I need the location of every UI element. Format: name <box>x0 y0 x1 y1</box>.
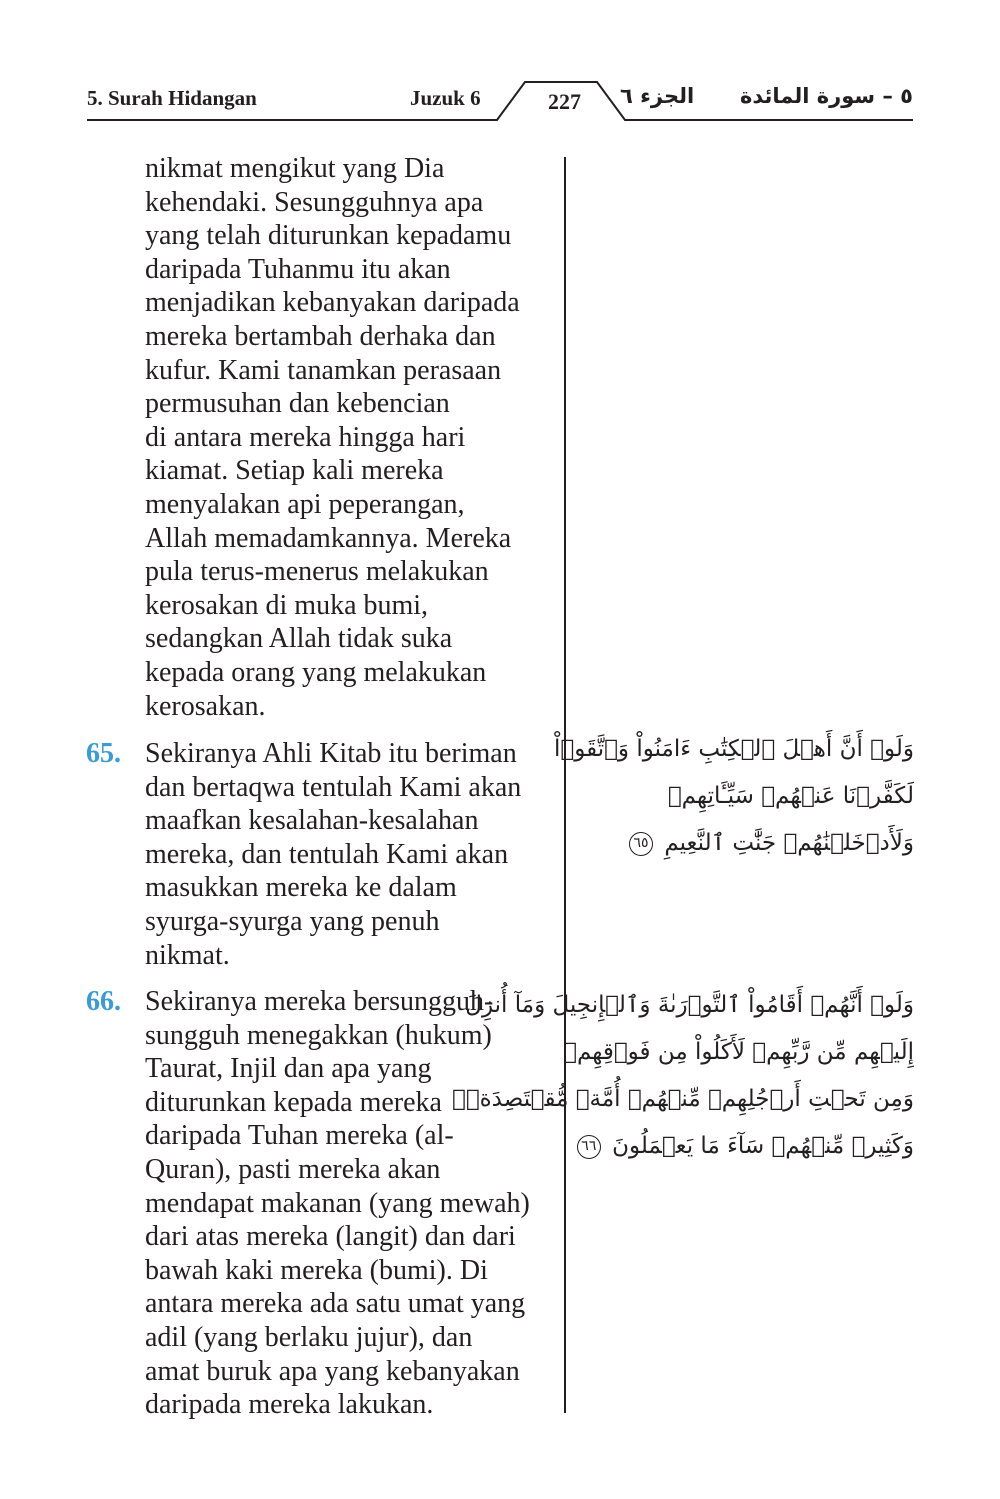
arabic-line-text: وَكَثِيرٞ مِّنۡهُمۡ سَآءَ مَا يَعۡمَلُونَ <box>612 1133 914 1159</box>
running-head-juzuk: Juzuk 6 <box>410 86 481 110</box>
arabic-line: وَلَوۡ أَنَّ أَهۡلَ ٱلۡكِتَٰبِ ءَامَنُواْ وَٱتَّقَوۡاْ <box>554 736 914 762</box>
verse-65-arabic <box>554 726 914 867</box>
verse-number-65: 65. <box>86 738 121 769</box>
text-line: menjadikan kebanyakan daripada <box>145 287 520 319</box>
continuation-text <box>145 152 565 723</box>
verse-66-translation <box>145 985 565 1422</box>
text-line: daripada mereka lakukan. <box>145 1389 434 1421</box>
text-line: mendapat makanan (yang mewah) <box>145 1187 530 1219</box>
text-line: Quran), pasti mereka akan <box>145 1153 441 1185</box>
text-line: pula terus-menerus melakukan <box>145 556 489 588</box>
text-line: antara mereka ada satu umat yang <box>145 1288 526 1320</box>
verse-66-text <box>145 985 565 1422</box>
text-line: maafkan kesalahan-kesalahan <box>145 805 479 837</box>
text-line: sungguh menegakkan (hukum) <box>145 1019 492 1051</box>
page-number: 227 <box>548 89 581 114</box>
text-line: menyalakan api peperangan, <box>145 488 465 520</box>
text-line: permusuhan dan kebencian <box>145 388 450 420</box>
text-line: yang telah diturunkan kepadamu <box>145 220 512 252</box>
text-line: Allah memadamkannya. Mereka <box>145 522 512 554</box>
text-line: kepada orang yang melakukan <box>145 656 487 688</box>
arabic-line <box>580 1123 914 1170</box>
header-rule <box>0 0 1000 130</box>
verse-65-translation <box>145 737 565 972</box>
text-line: diturunkan kepada mereka <box>145 1086 442 1118</box>
text-line: dan bertaqwa tentulah Kami akan <box>145 771 522 803</box>
text-line: kerosakan di muka bumi, <box>145 589 429 621</box>
text-line: syurga-syurga yang penuh <box>145 905 440 937</box>
arabic-line: وَمِن تَحۡتِ أَرۡجُلِهِمۚ مِّنۡهُمۡ أُمَّةٞ مُّقۡتَصِدَةٞۖ <box>452 1086 914 1112</box>
text-line: Sekiranya mereka bersungguh- <box>145 986 494 1017</box>
text-line: adil (yang berlaku jujur), dan <box>145 1321 473 1353</box>
arabic-line: إِلَيۡهِم مِّن رَّبِّهِمۡ لَأَكَلُواْ مِن فَوۡقِهِمۡ <box>563 1039 914 1065</box>
arabic-line: لَكَفَّرۡنَا عَنۡهُمۡ سَيِّـَٔاتِهِمۡ <box>667 783 914 809</box>
text-line: daripada Tuhan mereka (al- <box>145 1120 454 1152</box>
running-head-arabic-juz: الجزء ٦ <box>620 84 695 108</box>
text-line: kiamat. Setiap kali mereka <box>145 455 444 487</box>
text-line: Sekiranya Ahli Kitab itu beriman <box>145 738 517 769</box>
arabic-line-text: وَلَأَدۡخَلۡنَٰهُمۡ جَنَّٰتِ ٱلنَّعِيمِ <box>664 830 914 856</box>
text-line: mereka, dan tentulah Kami akan <box>145 838 509 870</box>
text-line: nikmat mengikut yang Dia <box>145 153 445 184</box>
arabic-line: وَلَوۡ أَنَّهُمۡ أَقَامُواْ ٱلتَّوۡرَىٰةَ وَٱلۡإِنجِيلَ وَمَآ أُنزِلَ <box>465 992 914 1018</box>
verse-number-66: 66. <box>86 986 121 1017</box>
verse-66-arabic <box>452 982 914 1170</box>
ayah-marker-65: ٦٥ <box>629 832 653 856</box>
arabic-line <box>580 820 914 867</box>
text-line: di antara mereka hingga hari <box>145 421 466 453</box>
text-line: kehendaki. Sesungguhnya apa <box>145 186 484 218</box>
text-line: sedangkan Allah tidak suka <box>145 623 453 655</box>
text-line: Taurat, Injil dan apa yang <box>145 1053 432 1085</box>
text-line: dari atas mereka (langit) dan dari <box>145 1221 516 1253</box>
running-head-surah: 5. Surah Hidangan <box>87 86 257 110</box>
text-line: amat buruk apa yang kebanyakan <box>145 1355 520 1387</box>
text-line: mereka bertambah derhaka dan <box>145 320 496 352</box>
ayah-marker-66: ٦٦ <box>577 1135 601 1159</box>
text-line: daripada Tuhanmu itu akan <box>145 253 451 285</box>
text-line: nikmat. <box>145 939 230 971</box>
text-line: kerosakan. <box>145 690 266 722</box>
verse-65-text <box>145 737 565 972</box>
text-line: masukkan mereka ke dalam <box>145 872 457 904</box>
text-line: bawah kaki mereka (bumi). Di <box>145 1254 488 1286</box>
running-head-arabic-surah: ٥ – سورة المائدة <box>739 84 913 108</box>
continuation-paragraph <box>145 152 565 723</box>
text-line: kufur. Kami tanamkan perasaan <box>145 354 502 386</box>
